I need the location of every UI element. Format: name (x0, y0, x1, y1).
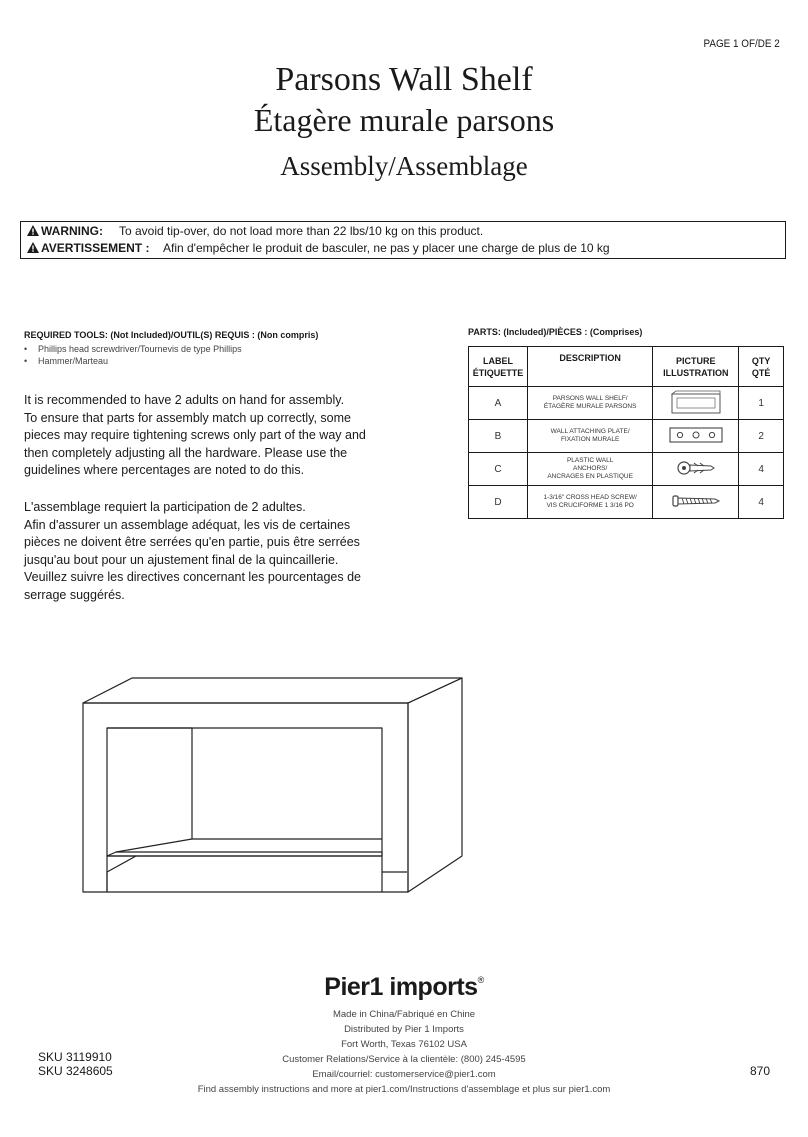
part-qty: 1 (739, 387, 784, 420)
distributor-line: Distributed by Pier 1 Imports (344, 1024, 464, 1035)
footer-info (0, 1007, 808, 1097)
plate-icon (669, 426, 723, 444)
col-description: DESCRIPTION (527, 347, 652, 387)
avertissement-text: Afin d'empêcher le produit de basculer, ne pas y placer une charge de plus de 10 kg (163, 241, 610, 255)
warning-english (27, 223, 483, 240)
table-row (469, 486, 784, 519)
tools-heading: REQUIRED TOOLS: (Not Included)/OUTIL(S) REQUIS : (Non compris) (24, 330, 319, 340)
sku-2: SKU 3248605 (38, 1064, 113, 1078)
part-qty: 4 (739, 453, 784, 486)
warning-french (27, 240, 610, 257)
warning-label: WARNING: (41, 224, 103, 238)
email-line: Email/courriel: customerservice@pier1.com (312, 1069, 496, 1080)
part-picture (653, 387, 739, 420)
tool-item: • Phillips head screwdriver/Tournevis de type Phillips (24, 343, 404, 355)
col-label: LABEL ÉTIQUETTE (469, 347, 528, 387)
col-picture: PICTURE ILLUSTRATION (653, 347, 739, 387)
title-english: Parsons Wall Shelf (275, 61, 533, 98)
address-line: Fort Worth, Texas 76102 USA (341, 1039, 467, 1050)
instruction-line: Afin d'assurer un assemblage adéquat, les vis de certaines pièces ne doivent être serrées qu'en partie, puis être serrées jusqu'au bout pour un ajustement final de la quincaillerie. Veuillez suivre les directives concernant les pourcentages de serrage suggérés. (24, 517, 361, 602)
part-picture (653, 453, 739, 486)
warning-text: To avoid tip-over, do not load more than 22 lbs/10 kg on this product. (119, 224, 484, 238)
screw-icon (671, 494, 721, 508)
part-picture (653, 486, 739, 519)
anchor-icon (676, 459, 716, 477)
part-description: 1-3/16" CROSS HEAD SCREW/ VIS CRUCIFORME 1 3/16 PO (527, 486, 652, 519)
doc-code: 870 (750, 1064, 771, 1078)
website-line: Find assembly instructions and more at pier1.com/Instructions d'assemblage et plus sur pier1.com (197, 1084, 611, 1095)
avertissement-label: AVERTISSEMENT : (41, 241, 150, 255)
table-row (469, 387, 784, 420)
shelf-illustration (76, 676, 468, 894)
part-qty: 2 (739, 420, 784, 453)
table-row (469, 420, 784, 453)
title-block (0, 60, 808, 188)
parts-header-row (469, 347, 784, 387)
instruction-line: It is recommended to have 2 adults on hand for assembly. (24, 393, 345, 407)
warning-triangle-icon (27, 242, 39, 253)
tool-item: • Hammer/Marteau (24, 355, 404, 367)
col-qty: QTY QTÉ (739, 347, 784, 387)
instruction-line: To ensure that parts for assembly match up correctly, some pieces may require tightening screws only part of the way and then completely adjusting all the hardware. Please use the guidelines where percentages are noted to do this. (24, 410, 366, 477)
part-label: A (469, 387, 528, 420)
made-in-line: Made in China/Fabriqué en Chine (332, 1009, 476, 1020)
parts-table (468, 346, 784, 519)
instructions-french (24, 499, 374, 604)
instruction-line: L'assemblage requiert la participation de 2 adultes. (24, 500, 306, 514)
required-tools (24, 330, 404, 367)
shelf-icon (671, 390, 721, 414)
customer-relations-line: Customer Relations/Service à la clientèle: (800) 245-4595 (282, 1054, 526, 1065)
page-number: PAGE 1 OF/DE 2 (703, 38, 780, 50)
subtitle-assembly: Assembly/Assemblage (280, 151, 528, 181)
tools-list (24, 343, 404, 367)
part-description: PARSONS WALL SHELF/ ÉTAGÈRE MURALE PARSONS (527, 387, 652, 420)
part-picture (653, 420, 739, 453)
part-qty: 4 (739, 486, 784, 519)
warning-box (20, 221, 786, 259)
warning-triangle-icon (27, 225, 39, 236)
sku-1: SKU 3119910 (38, 1050, 112, 1064)
parts-heading: PARTS: (Included)/PIÈCES : (Comprises) (468, 327, 643, 337)
part-label: C (469, 453, 528, 486)
part-description: WALL ATTACHING PLATE/ FIXATION MURALE (527, 420, 652, 453)
part-description: PLASTIC WALL ANCHORS/ ANCRAGES EN PLASTIQUE (527, 453, 652, 486)
title-french: Étagère murale parsons (253, 102, 555, 138)
brand-logo: Pier1 imports® (324, 973, 484, 1001)
part-label: D (469, 486, 528, 519)
instructions-english (24, 392, 374, 480)
part-label: B (469, 420, 528, 453)
sku-block (38, 1050, 113, 1078)
table-row (469, 453, 784, 486)
